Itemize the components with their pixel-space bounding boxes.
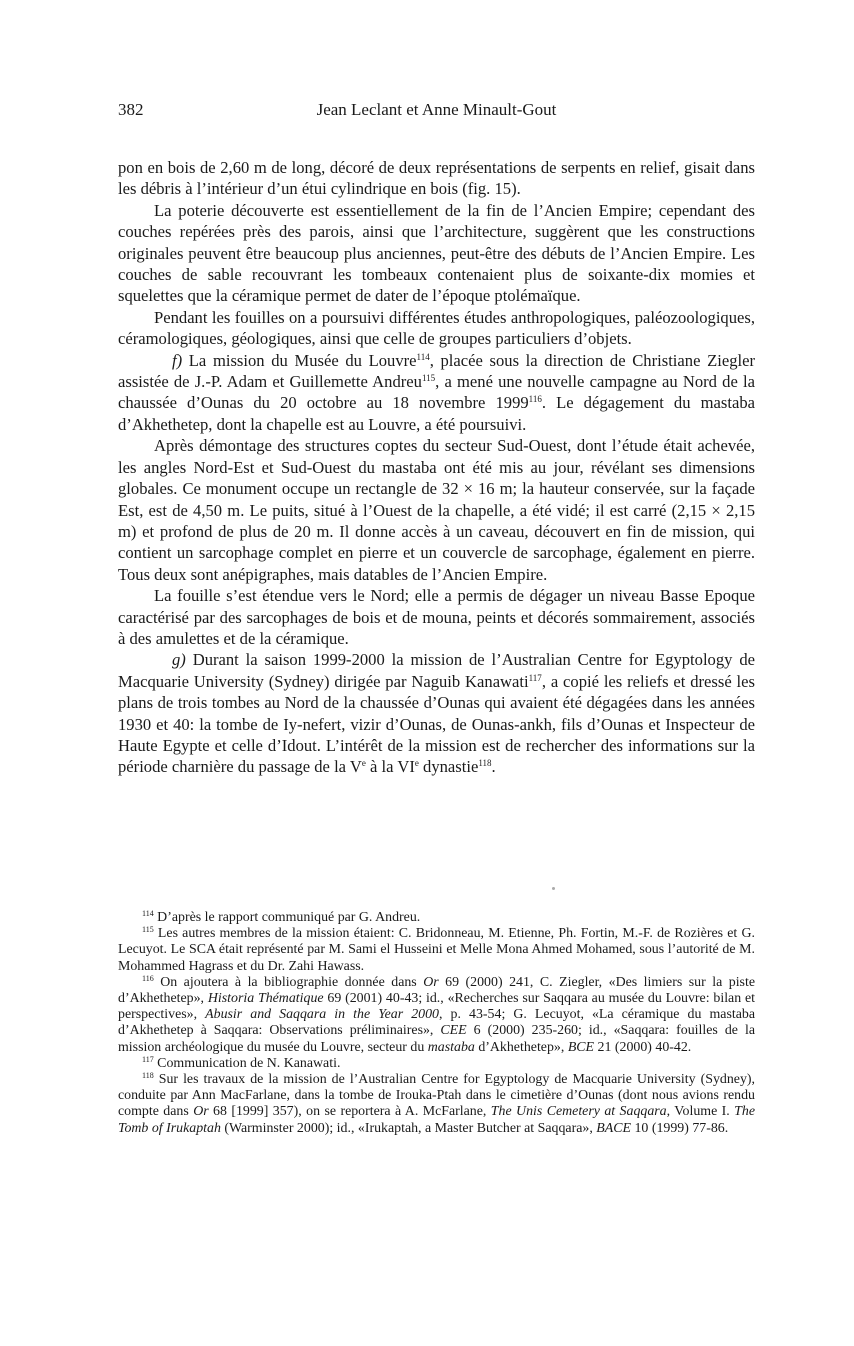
paragraph-2: La poterie découverte est essentiellement de la fin de l’Ancien Empire; cependant des couches repérées près des parois, ainsi que l’architecture, suggèrent que les constructions originales peuvent être beaucoup plus anciennes, peut-être des débuts de l’Ancien Empire. Les couches de sable recouvrant les tombeaux contenaient plus de soixante-dix momies et squelettes que la céramique permet de dater de l’époque ptolémaïque. — [118, 200, 755, 306]
paragraph-australian-mission: g) Durant la saison 1999-2000 la mission de l’Australian Centre for Egyptology de Macquarie University (Sydney) dirigée par Naguib Kanawati$^{117}$, a copié les reliefs et dressé les plans de trois tombes au Nord de la chaussée d’Ounas qui avaient été dégagées dans les années 1930 et 40: la tombe de Iy-nefert, vizir d’Ounas, de Ounas-ankh, fils d’Ounas et Inspecteur de Haute Egypte et celle d’Idout. L’intérêt de la mission est de rechercher des informations sur la période charnière du passage de la Ve à la VIe dynastie$^{118}$. — [118, 650, 755, 777]
footnote-116: $^{116}$ On ajoutera à la bibliographie donnée dans Or 69 (2000) 241, C. Ziegler, «Des limiers sur la piste d’Akhethetep», Historia Thématique 69 (2001) 40-43; id., «Recherches sur Saqqara au musée du Louvre: bilan et perspectives», Abusir and Saqqara in the Year 2000, p. 43-54; G. Lecuyot, «La céramique du mastaba d’Akhethetep à Saqqara: Observations préliminaires», CEE 6 (2000) 235-260; id., «Saqqara: fouilles de la mission archéologique du musée du Louvre, secteur du mastaba d’Akhethetep», BCE 21 (2000) 40-42. — [118, 973, 756, 1055]
footnote-114: $^{114}$ D’après le rapport communiqué par G. Andreu. — [142, 909, 421, 925]
paragraph-1: pon en bois de 2,60 m de long, décoré de deux représentations de serpents en relief, gisait dans les débris à l’intérieur d’un étui cylindrique en bois (fig. 15). — [118, 158, 755, 199]
footnote-118: $^{118}$ Sur les travaux de la mission de l’Australian Centre for Egyptology de Macquarie University (Sydney), conduite par Ann MacFarlane, dans la tombe de Irouka-Ptah dans le cimetière d’Ounas (dont nous avions rendu compte dans Or 68 [1999] 357), on se reportera à A. McFarlane, The Unis Cemetery at Saqqara, Volume I. The Tomb of Irukaptah (Warminster 2000); id., «Irukaptah, a Master Butcher at Saqqara», BACE 10 (1999) 77-86. — [118, 1071, 756, 1136]
section-letter: f) — [172, 350, 183, 370]
footnote-115: $^{115}$ Les autres membres de la mission étaient: C. Bridonneau, M. Etienne, Ph. Fortin, M.-F. de Rozières et G. Lecuyot. Le SCA était représenté par M. Sami el Husseini et Melle Mona Ahmed Mohamed, sous l’autorité de M. Mohammed Hagrass et du Dr. Zahi Hawass. — [118, 925, 755, 974]
footnote-ref: 115 — [421, 373, 436, 384]
footnote-ref: 117 — [528, 672, 542, 683]
footnote-ref: 116 — [528, 394, 542, 405]
page-number: 382 — [118, 100, 144, 119]
running-head — [118, 100, 755, 124]
section-letter: g) — [172, 650, 186, 670]
footnote-ref: 114 — [416, 351, 430, 362]
paragraph-louvre-mission: f) La mission du Musée du Louvre$^{114}$, placée sous la direction de Christiane Ziegler assistée de J.-P. Adam et Guillemette Andreu$^{115}$, a mené une nouvelle campagne au Nord de la chaussée d’Ounas du 20 octobre au 18 novembre 1999$^{116}$. Le dégagement du mastaba d’Akhethetep, dont la chapelle est au Louvre, a été poursuivi. — [118, 350, 756, 434]
footnote-117: $^{117}$ Communication de N. Kanawati. — [142, 1054, 341, 1071]
paragraph-6: La fouille s’est étendue vers le Nord; elle a permis de dégager un niveau Basse Epoque caractérisé par des sarcophages de bois et de mouna, peints et décorés sommairement, associés à des amulettes et de la céramique. — [118, 586, 755, 648]
paragraph-3: Pendant les fouilles on a poursuivi différentes études anthropologiques, paléozoologiques, céramologiques, géologiques, ainsi que celle de groupes particuliers d’objets. — [118, 307, 755, 349]
paragraph-5: Après démontage des structures coptes du secteur Sud-Ouest, dont l’étude était achevée, les angles Nord-Est et Sud-Ouest du mastaba ont été mis au jour, révélant ses dimensions globales. Ce monument occupe un rectangle de 32 × 16 m; la hauteur conservée, sur la façade Est, est de 4,50 m. Le puits, situé à l’Ouest de la chapelle, a été vidé; il est carré (2,15 × 2,15 m) et profond de plus de 20 m. Il donne accès à un caveau, découvert en fin de mission, qui contient un sarcophage complet en pierre et un couvercle de sarcophage, également en pierre. Tous deux sont anépigraphes, mais datables de l’Ancien Empire. — [118, 436, 755, 584]
footnote-separator-dot — [552, 887, 555, 890]
running-head-authors: Jean Leclant et Anne Minault-Gout — [316, 100, 557, 119]
body-text — [118, 157, 755, 778]
footnote-ref: 118 — [478, 758, 492, 769]
footnotes — [118, 910, 755, 1137]
